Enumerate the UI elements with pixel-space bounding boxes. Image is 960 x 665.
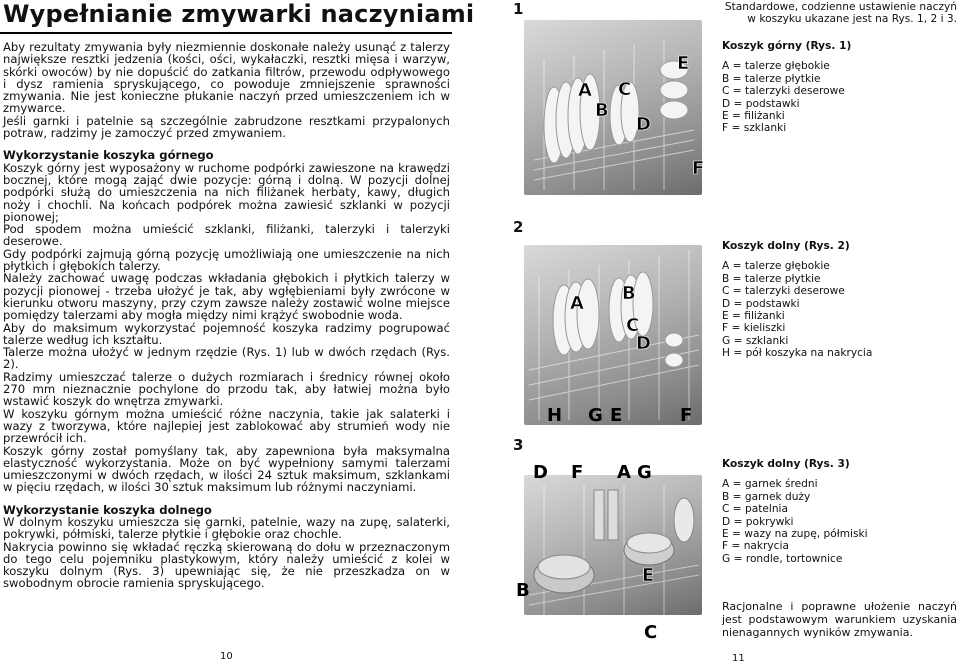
figure-1-upper-basket-photo (524, 20, 705, 195)
figure-2-label-b: B (622, 283, 636, 304)
legend-item: B = garnek duży (722, 490, 811, 503)
body-paragraph: Gdy podpórki zajmują górną pozycję umożliwiają one umieszczenie na nich płytkich i głębokich talerzy. (3, 246, 450, 274)
body-paragraph: Koszyk górny został pomyślany tak, aby zapewniona była maksymalna elastyczność wykorzystania. Może on być wypełniony samymi talerzami umieszczonymi w dwóch rzędach, w ilości 24 sztuk maksimum, szklankami w pięciu rzędach, w ilości 30 sztuk maksimum lub różnymi naczyniami. (3, 443, 450, 495)
legend-item: G = rondle, tortownice (722, 552, 843, 565)
legend-figure-3 (722, 458, 957, 565)
legend-item: G = szklanki (722, 334, 789, 347)
legend-item: E = wazy na zupę, półmiski (722, 528, 868, 541)
legend-item: A = garnek średni (722, 478, 818, 491)
legend-title: Koszyk górny (Rys. 1) (722, 40, 852, 52)
figure-1-label-a: A (578, 80, 592, 101)
body-paragraph: Należy zachować uwagę podczas wkładania głębokich i płytkich talerzy w pozycji pionowej - trzeba ułożyć je tak, aby wgłębieniami były zwrócone w kierunku otworu maszyny, przy czym zawsze należy zostawić wolne miejsce pomiędzy talerzami aby mogła między nimi krążyć swobodnie woda. (3, 271, 450, 323)
legend-item: C = talerzyki deserowe (722, 285, 845, 298)
legend-figure-1 (722, 40, 957, 135)
figure-2-label-e: E (610, 405, 623, 426)
page-number-left: 10 (220, 651, 233, 662)
legend-item: C = patelnia (722, 503, 788, 516)
figure-1-label-e: E (677, 53, 690, 74)
legend-item: A = talerze głębokie (722, 260, 830, 273)
figures-column (510, 0, 710, 665)
figure-1-label-f: F (692, 158, 705, 179)
figure-1-label-b: B (595, 100, 609, 121)
figure-2-label-g: G (588, 405, 603, 426)
section-heading: Wykorzystanie koszyka dolnego (3, 502, 212, 517)
intro-note: Standardowe, codzienne ustawienie naczyń w koszyku ukazane jest na Rys. 1, 2 i 3. (724, 1, 957, 26)
figure-2-label-c: C (626, 315, 640, 336)
body-paragraph: W koszyku górnym można umieścić różne naczynia, takie jak salaterki i wazy z tworzywa, które najlepiej jest zablokować aby strumień wody nie przewrócił ich. (3, 406, 450, 446)
figure-3-label-e: E (642, 565, 655, 586)
figure-2-lower-basket-photo (524, 245, 702, 425)
figure-2-label-a: A (570, 293, 584, 314)
figure-3-label-b: B (516, 580, 530, 601)
legend-item: E = filiżanki (722, 110, 785, 123)
figure-1-number: 1 (513, 0, 524, 18)
figure-3-label-d: D (533, 462, 548, 483)
figure-3-lower-basket-photo (524, 475, 702, 615)
body-paragraph: Aby rezultaty zmywania były niezmiennie doskonałe należy usunąć z talerzy największe resztki jedzenia (kości, ości, wykałaczki, resztki mięsa i warzyw, skórki owoców) by nie dopuścić do zatkania filtrów, przewodu odpływowego i dysz ramienia spryskującego, co powoduje zmniejszenie sprawności zmywania. Nie jest konieczne płukanie naczyń przed umieszczeniem ich w zmywarce. (3, 40, 450, 116)
figure-3-number: 3 (513, 436, 524, 454)
body-paragraph: Pod spodem można umieścić szklanki, filiżanki, talerzyki i talerzyki deserowe. (3, 222, 450, 249)
legend-item: B = talerze płytkie (722, 272, 821, 285)
body-paragraph: Talerze można ułożyć w jednym rzędzie (Rys. 1) lub w dwóch rzędach (Rys. 2). (3, 345, 450, 372)
legend-item: A = talerze głębokie (722, 60, 830, 73)
body-paragraph: Radzimy umieszczać talerze o dużych rozmiarach i średnicy równej około 270 mm nieznacznie pochylone do przodu tak, aby łatwiej można było wstawić koszyk do wnętrza zmywarki. (3, 369, 450, 409)
figure-2-number: 2 (513, 218, 524, 236)
legend-item: D = pokrywki (722, 515, 794, 528)
body-paragraph: W dolnym koszyku umieszcza się garnki, patelnie, wazy na zupę, salaterki, pokrywki, półmiski, talerze płytkie i głębokie oraz chochle. (3, 514, 450, 542)
legend-item: F = kieliszki (722, 322, 786, 335)
figure-2-label-h: H (547, 405, 563, 426)
legend-item: F = szklanki (722, 122, 787, 135)
body-paragraph: Aby do maksimum wykorzystać pojemność koszyka radzimy pogrupować talerze według ich kształtu. (3, 320, 450, 347)
title-divider (0, 32, 452, 34)
legend-title: Koszyk dolny (Rys. 3) (722, 458, 850, 470)
body-paragraph: Jeśli garnki i patelnie są szczególnie zabrudzone resztkami przypalonych potraw, radzimy je zamoczyć przed zmywaniem. (3, 113, 450, 141)
figure-1-label-d: D (636, 114, 651, 135)
closing-note: Racjonalne i poprawne ułożenie naczyń jest podstawowym warunkiem uzyskania nienagannych wyników zmywania. (722, 600, 957, 639)
legend-item: C = talerzyki deserowe (722, 85, 845, 98)
body-paragraph: Koszyk górny jest wyposażony w ruchome podpórki zawieszone na krawędzi bocznej, które mogą zająć dwie pozycje: górną i dolną. W pozycji dolnej podpórki służą do umieszczenia na nich filiżanek herbaty, kawy, długich noży i chochli. Na końcach podpórek można zawiesić szklanki w pozycji pionowej; (3, 160, 450, 224)
page-title: Wypełnianie zmywarki naczyniami (3, 0, 475, 28)
figure-2-label-f: F (680, 405, 693, 426)
figure-3-label-g: G (637, 462, 652, 483)
legend-item: B = talerze płytkie (722, 72, 821, 85)
figure-1-label-c: C (618, 79, 632, 100)
legend-item: E = filiżanki (722, 310, 785, 323)
section-heading: Wykorzystanie koszyka górnego (3, 148, 214, 163)
legend-item: F = nakrycia (722, 540, 789, 553)
figure-3-label-c: C (644, 622, 658, 643)
legend-item: D = podstawki (722, 297, 800, 310)
page-number-right: 11 (732, 653, 745, 664)
left-column-text (3, 41, 450, 590)
legend-item: H = pół koszyka na nakrycia (722, 347, 873, 360)
legend-title: Koszyk dolny (Rys. 2) (722, 240, 850, 252)
figure-3-label-a: A (617, 462, 631, 483)
legend-item: D = podstawki (722, 97, 800, 110)
body-paragraph: Nakrycia powinno się wkładać ręczką skierowaną do dołu w przeznaczonym do tego celu pojemniku plastykowym, który należy umieścić z kolei w koszyku dolnym (Rys. 3) upewniając się, że nie przeszkadza on w swobodnym obrocie ramienia spryskującego. (3, 539, 450, 591)
figure-2-label-d: D (636, 333, 651, 354)
figure-3-label-f: F (571, 462, 584, 483)
legend-figure-2 (722, 240, 957, 360)
